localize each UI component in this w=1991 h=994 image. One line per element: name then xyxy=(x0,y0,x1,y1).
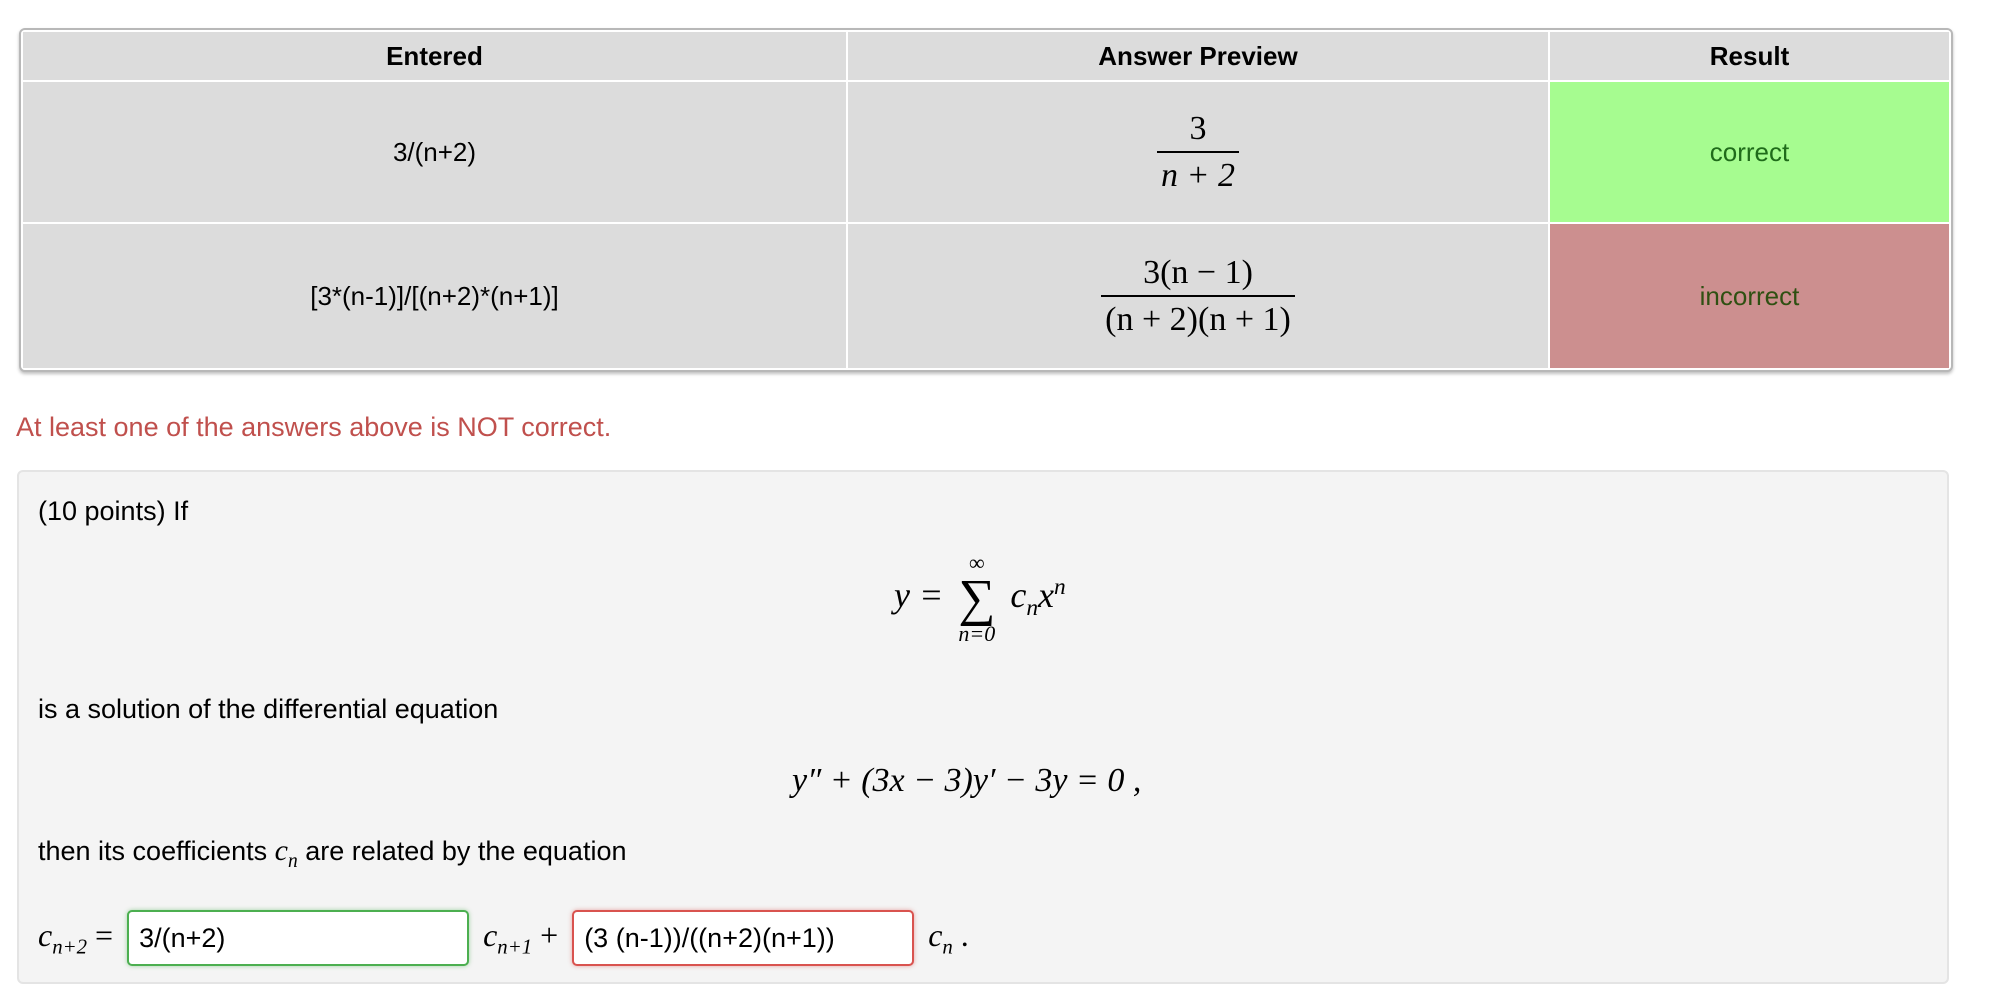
header-entered: Entered xyxy=(23,32,846,80)
sum-lower-limit: n=0 xyxy=(958,621,996,647)
problem-box xyxy=(17,470,1949,984)
preview-numerator: 3 xyxy=(1189,109,1207,147)
results-header-row xyxy=(23,32,1949,80)
sigma-icon: ∑ xyxy=(958,570,996,627)
header-result: Result xyxy=(1550,32,1949,80)
table-row xyxy=(23,224,1949,368)
entered-cell: [3*(n-1)]/[(n+2)*(n+1)] xyxy=(23,224,846,368)
answer-lhs: $c_{n+2}$ = xyxy=(38,916,114,959)
problem-intro: (10 points) If xyxy=(38,496,189,526)
results-table xyxy=(21,30,1951,370)
line3-post: are related by the equation xyxy=(305,836,627,866)
coefficient-cn: $c_n$ xyxy=(274,834,298,872)
line3-pre: then its coefficients xyxy=(38,836,268,866)
preview-denominator: (n + 2)(n + 1) xyxy=(1101,295,1295,338)
preview-denominator: n + 2 xyxy=(1157,151,1239,194)
answer-row xyxy=(38,908,969,968)
answer-preview-cell xyxy=(848,82,1548,222)
header-answer-preview: Answer Preview xyxy=(848,32,1548,80)
answer-mid: $c_{n+1}$ + xyxy=(483,916,559,959)
preview-fraction xyxy=(1157,110,1239,195)
answer-end: $c_n$ . xyxy=(928,916,969,959)
answer-input-2[interactable] xyxy=(572,910,914,966)
preview-numerator: 3(n − 1) xyxy=(1143,253,1253,291)
answer-input-1[interactable] xyxy=(127,910,469,966)
series-lhs: y = xyxy=(894,574,944,615)
problem-line-2: is a solution of the differential equation xyxy=(38,694,499,724)
series-term: $c_nx^n$ xyxy=(1010,573,1066,622)
entered-cell: 3/(n+2) xyxy=(23,82,846,222)
differential-equation: y″ + (3x − 3)y′ − 3y = 0 , xyxy=(792,762,1142,799)
result-cell-correct: correct xyxy=(1550,82,1949,222)
sum-upper-limit: ∞ xyxy=(968,550,985,575)
table-row xyxy=(23,82,1949,222)
series-equation xyxy=(894,552,1066,645)
feedback-message: At least one of the answers above is NOT correct. xyxy=(16,412,612,442)
results-table-container xyxy=(19,28,1953,372)
summation xyxy=(958,552,995,645)
problem-line-3 xyxy=(38,834,626,873)
preview-fraction xyxy=(1101,254,1295,339)
result-cell-incorrect: incorrect xyxy=(1550,224,1949,368)
answer-preview-cell xyxy=(848,224,1548,368)
